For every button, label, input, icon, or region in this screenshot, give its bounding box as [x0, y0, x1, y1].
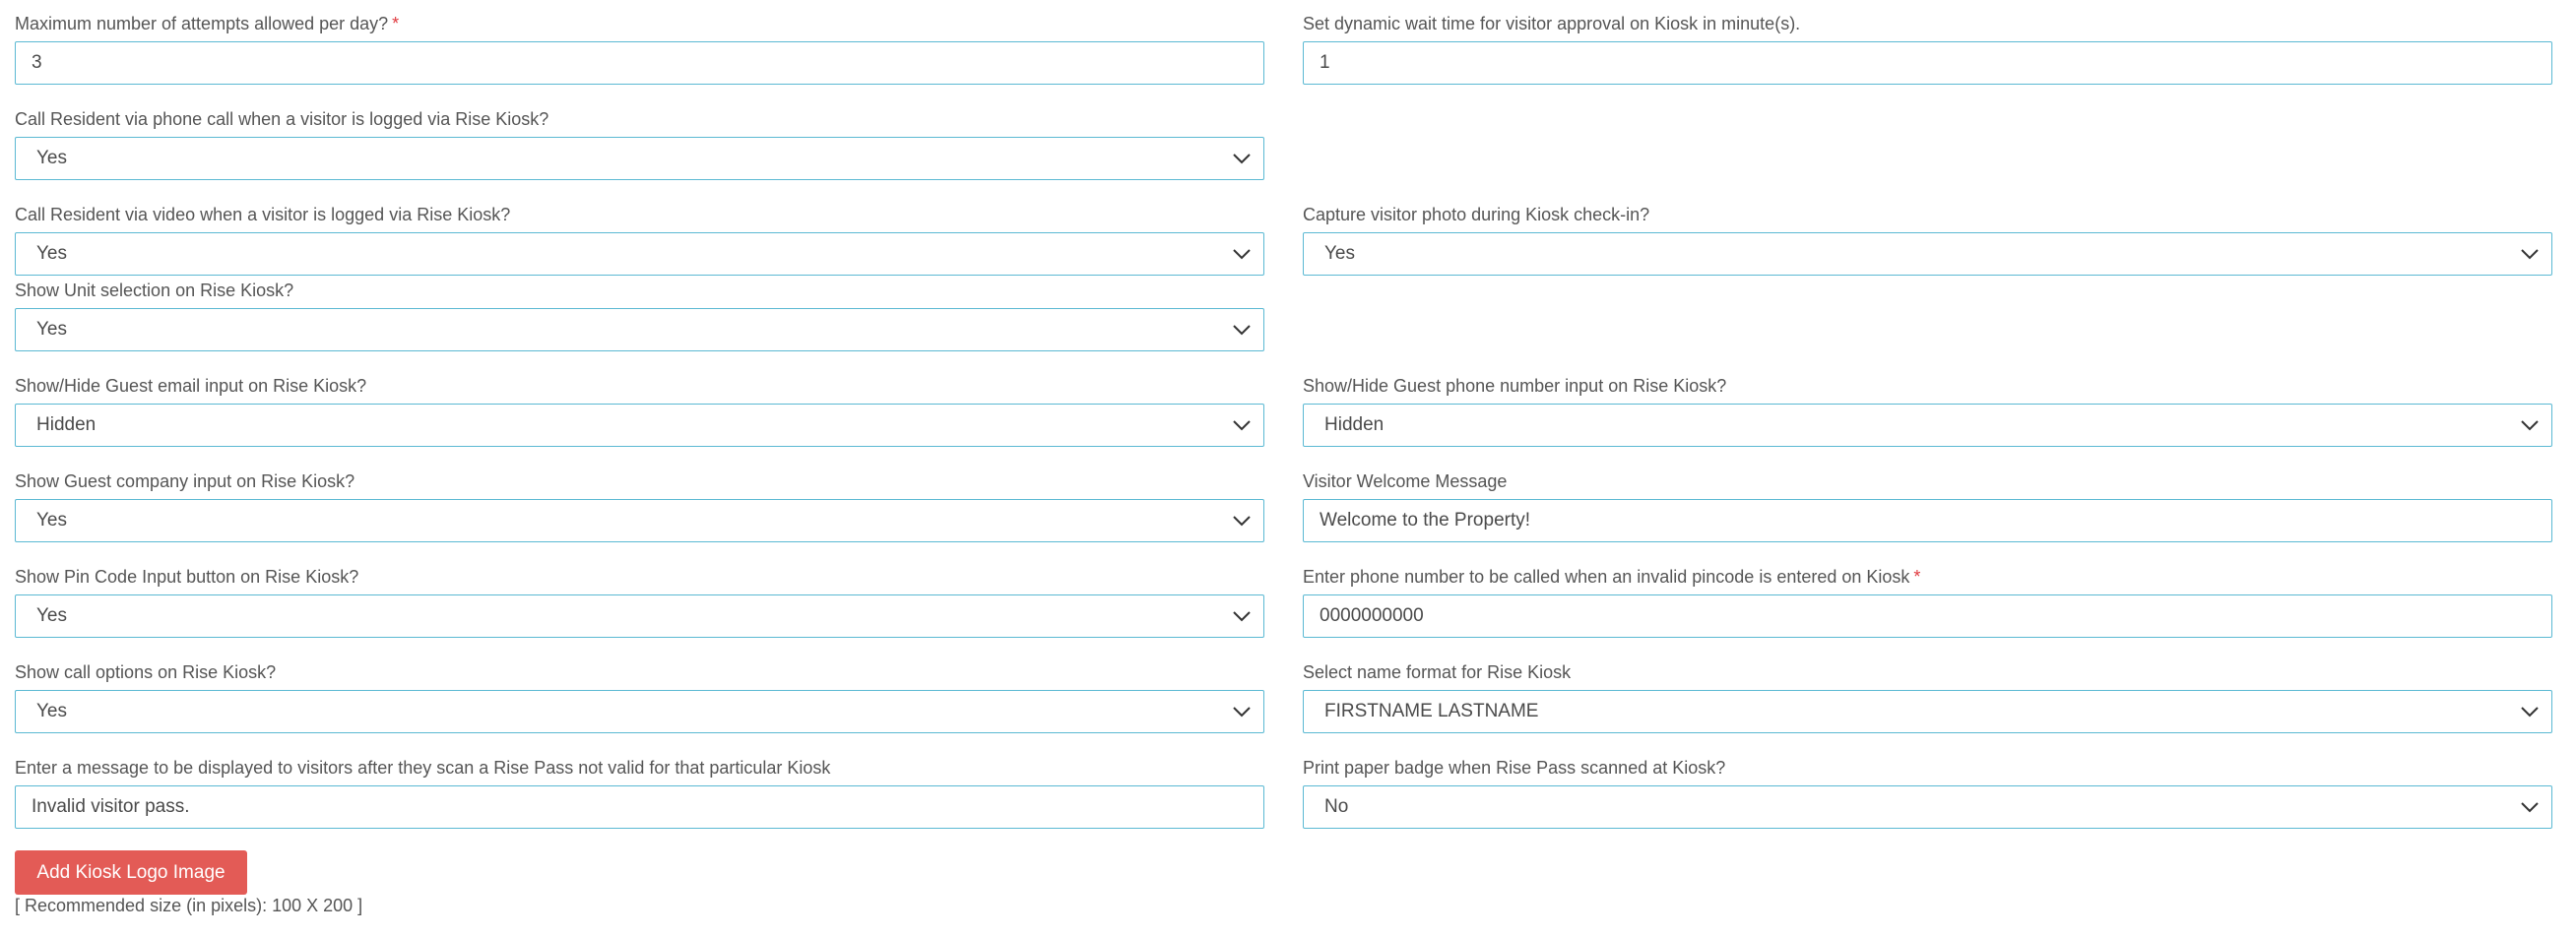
guest-phone-label: Show/Hide Guest phone number input on Rise Kiosk?	[1303, 376, 1727, 396]
name-format-select[interactable]: FIRSTNAME LASTNAME	[1303, 690, 2552, 733]
chevron-down-icon	[1226, 499, 1257, 542]
pin-code-button-select[interactable]: Yes	[15, 594, 1264, 638]
invalid-pin-phone-input[interactable]: 0000000000	[1303, 594, 2552, 638]
invalid-pin-phone-label: Enter phone number to be called when an invalid pincode is entered on Kiosk *	[1303, 567, 1921, 587]
name-format-label: Select name format for Rise Kiosk	[1303, 662, 1572, 682]
unit-selection-label: Show Unit selection on Rise Kiosk?	[15, 281, 294, 300]
chevron-down-icon	[1226, 594, 1257, 638]
add-kiosk-logo-button[interactable]: Add Kiosk Logo Image	[15, 850, 247, 895]
guest-email-select[interactable]: Hidden	[15, 404, 1264, 447]
call-video-select[interactable]: Yes	[15, 232, 1264, 276]
guest-company-label: Show Guest company input on Rise Kiosk?	[15, 471, 355, 491]
call-options-select[interactable]: Yes	[15, 690, 1264, 733]
invalid-pass-message-label: Enter a message to be displayed to visitors after they scan a Rise Pass not valid for that particular Kiosk	[15, 758, 831, 778]
guest-phone-select[interactable]: Hidden	[1303, 404, 2552, 447]
chevron-down-icon	[1226, 232, 1257, 276]
chevron-down-icon	[2514, 690, 2545, 733]
call-options-label: Show call options on Rise Kiosk?	[15, 662, 277, 682]
chevron-down-icon	[1226, 404, 1257, 447]
call-video-label: Call Resident via video when a visitor is logged via Rise Kiosk?	[15, 205, 511, 224]
call-phone-select[interactable]: Yes	[15, 137, 1264, 180]
guest-company-select[interactable]: Yes	[15, 499, 1264, 542]
chevron-down-icon	[2514, 404, 2545, 447]
welcome-message-label: Visitor Welcome Message	[1303, 471, 1508, 491]
call-phone-label: Call Resident via phone call when a visitor is logged via Rise Kiosk?	[15, 109, 549, 129]
required-marker: *	[1913, 567, 1921, 587]
max-attempts-input[interactable]: 3	[15, 41, 1264, 85]
max-attempts-label: Maximum number of attempts allowed per day? *	[15, 14, 400, 33]
chevron-down-icon	[1226, 137, 1257, 180]
chevron-down-icon	[1226, 308, 1257, 351]
chevron-down-icon	[2514, 232, 2545, 276]
guest-email-label: Show/Hide Guest email input on Rise Kiosk?	[15, 376, 367, 396]
required-marker: *	[392, 14, 400, 33]
capture-photo-label: Capture visitor photo during Kiosk check-in?	[1303, 205, 1650, 224]
wait-time-label: Set dynamic wait time for visitor approval on Kiosk in minute(s).	[1303, 14, 1801, 33]
logo-size-hint: [ Recommended size (in pixels): 100 X 200 ]	[15, 896, 363, 915]
welcome-message-input[interactable]: Welcome to the Property!	[1303, 499, 2552, 542]
unit-selection-select[interactable]: Yes	[15, 308, 1264, 351]
chevron-down-icon	[1226, 690, 1257, 733]
print-badge-select[interactable]: No	[1303, 785, 2552, 829]
wait-time-input[interactable]: 1	[1303, 41, 2552, 85]
capture-photo-select[interactable]: Yes	[1303, 232, 2552, 276]
invalid-pass-message-input[interactable]: Invalid visitor pass.	[15, 785, 1264, 829]
print-badge-label: Print paper badge when Rise Pass scanned at Kiosk?	[1303, 758, 1726, 778]
chevron-down-icon	[2514, 785, 2545, 829]
pin-code-button-label: Show Pin Code Input button on Rise Kiosk?	[15, 567, 359, 587]
